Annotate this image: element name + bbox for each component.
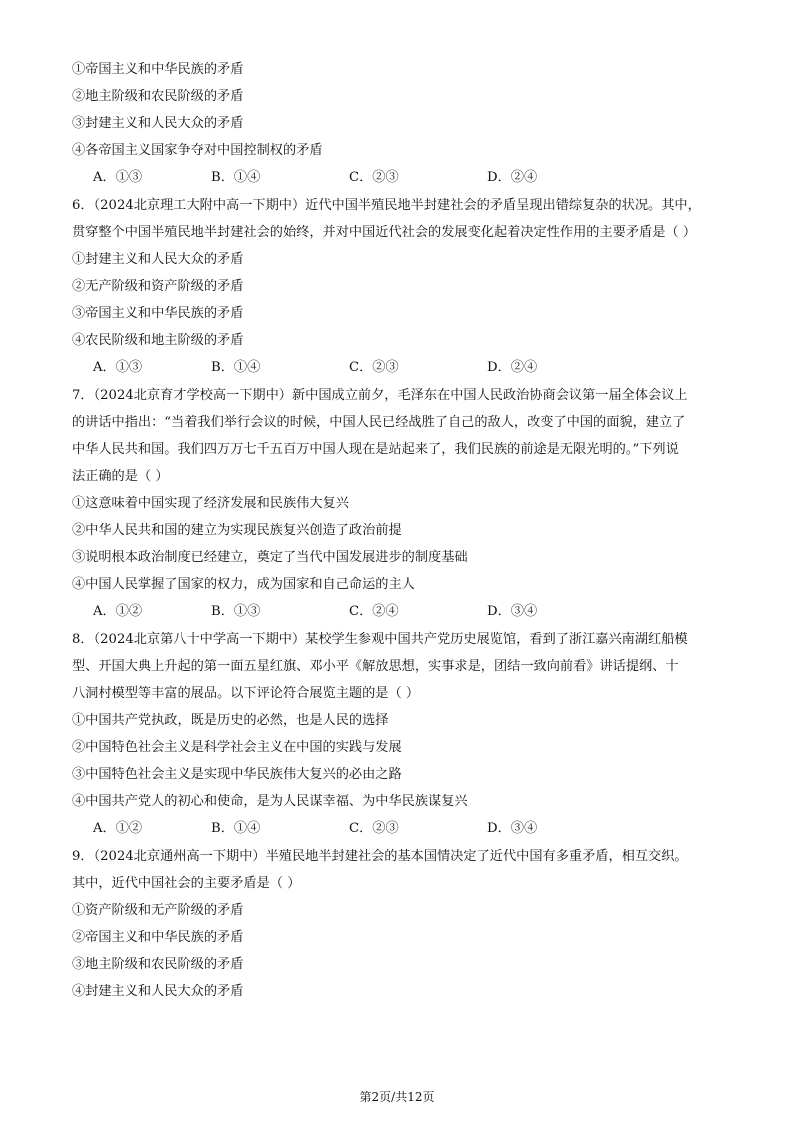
q9-stem-line-2: 其中，近代中国社会的主要矛盾是（ ） <box>72 876 301 891</box>
q8-item-4: ④中国共产党人的初心和使命，是为人民谋幸福、为中华民族谋复兴 <box>72 794 468 809</box>
q7-stem-line-3: 中华人民共和国。我们四万万七千五百万中国人现在是站起来了，我们民族的前途是无限光明的。”下列说 <box>72 442 679 457</box>
q6-option-d: D．②④ <box>487 360 538 375</box>
q9-item-2: ②帝国主义和中华民族的矛盾 <box>72 930 244 945</box>
q5-item-1: ①帝国主义和中华民族的矛盾 <box>72 62 244 77</box>
q5-item-3: ③封建主义和人民大众的矛盾 <box>72 116 244 131</box>
q8-option-a: A．①② <box>93 821 143 836</box>
q9-item-1: ①资产阶级和无产阶级的矛盾 <box>72 903 244 918</box>
q7-stem-line-4: 法正确的是（ ） <box>72 469 169 484</box>
q8-item-2: ②中国特色社会主义是科学社会主义在中国的实践与发展 <box>72 740 402 755</box>
q9-item-4: ④封建主义和人民大众的矛盾 <box>72 984 244 999</box>
q7-option-a: A．①② <box>93 604 143 619</box>
q6-stem-line-2: 贯穿整个中国半殖民地半封建社会的始终，并对中国近代社会的发展变化起着决定性作用的主要矛盾是（ ） <box>72 225 697 240</box>
q6-item-3: ③帝国主义和中华民族的矛盾 <box>72 306 244 321</box>
q5-options <box>93 168 713 188</box>
q6-item-4: ④农民阶级和地主阶级的矛盾 <box>72 333 244 348</box>
q8-option-c: C．②③ <box>349 821 399 836</box>
q5-option-c: C．②③ <box>349 170 399 185</box>
q6-option-b: B．①④ <box>211 360 261 375</box>
q7-option-c: C．②④ <box>349 604 399 619</box>
q8-stem-line-1: 8．（2024北京第八十中学高一下期中）某校学生参观中国共产党历史展览馆，看到了浙江嘉兴南湖红船模 <box>72 632 688 647</box>
q7-item-3: ③说明根本政治制度已经建立，奠定了当代中国发展进步的制度基础 <box>72 550 468 565</box>
q8-options <box>93 819 713 839</box>
q6-option-c: C．②③ <box>349 360 399 375</box>
q7-item-2: ②中华人民共和国的建立为实现民族复兴创造了政治前提 <box>72 523 402 538</box>
q5-option-d: D．②④ <box>487 170 538 185</box>
q7-stem-line-1: 7．（2024北京育才学校高一下期中）新中国成立前夕，毛泽东在中国人民政治协商会议第一届全体会议上 <box>72 388 688 403</box>
q7-options <box>93 602 713 622</box>
q8-item-3: ③中国特色社会主义是实现中华民族伟大复兴的必由之路 <box>72 767 402 782</box>
q5-item-4: ④各帝国主义国家争夺对中国控制权的矛盾 <box>72 143 323 158</box>
q8-item-1: ①中国共产党执政，既是历史的必然，也是人民的选择 <box>72 713 389 728</box>
q6-stem-line-1: 6．（2024北京理工大附中高一下期中）近代中国半殖民地半封建社会的矛盾呈现出错综复杂的状况。其中， <box>72 198 701 213</box>
q8-stem-line-2: 型、开国大典上升起的第一面五星红旗、邓小平《解放思想，实事求是，团结一致向前看》讲话提纲、十 <box>72 659 679 674</box>
q7-option-b: B．①③ <box>211 604 261 619</box>
q7-stem-line-2: 的讲话中指出：“当着我们举行会议的时候，中国人民已经战胜了自己的敌人，改变了中国的面貌，建立了 <box>72 415 686 430</box>
q5-item-2: ②地主阶级和农民阶级的矛盾 <box>72 89 244 104</box>
q7-option-d: D．③④ <box>487 604 538 619</box>
q8-option-d: D．③④ <box>487 821 538 836</box>
q7-item-4: ④中国人民掌握了国家的权力，成为国家和自己命运的主人 <box>72 577 415 592</box>
q5-option-b: B．①④ <box>211 170 261 185</box>
q6-item-1: ①封建主义和人民大众的矛盾 <box>72 252 244 267</box>
q7-item-1: ①这意味着中国实现了经济发展和民族伟大复兴 <box>72 496 349 511</box>
q5-option-a: A．①③ <box>93 170 143 185</box>
q9-item-3: ③地主阶级和农民阶级的矛盾 <box>72 957 244 972</box>
q6-item-2: ②无产阶级和资产阶级的矛盾 <box>72 279 244 294</box>
q9-stem-line-1: 9．（2024北京通州高一下期中）半殖民地半封建社会的基本国情决定了近代中国有多重矛盾，相互交织。 <box>72 849 688 864</box>
q8-stem-line-3: 八洞村模型等丰富的展品。以下评论符合展览主题的是（ ） <box>72 686 420 701</box>
q6-options <box>93 358 713 378</box>
q6-option-a: A．①③ <box>93 360 143 375</box>
page-number-footer: 第2页/共12页 <box>359 1090 435 1104</box>
q8-option-b: B．①④ <box>211 821 261 836</box>
